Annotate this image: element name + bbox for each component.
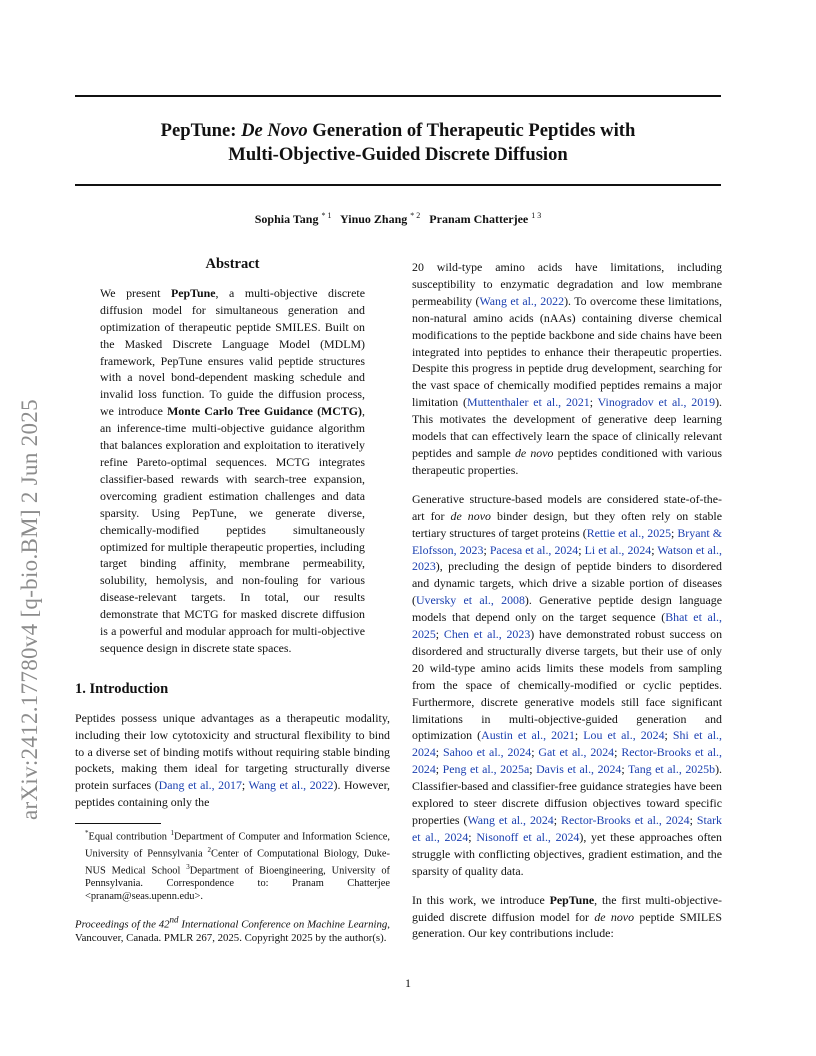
affiliation-footnote: *Equal contribution $^1$Department of Computer and Information Science, University of Pennsylvania $^2$Center of Computational Biology, Duke-NUS Medical School $^3$Department of Bioengineering, University of Pennsylvania. Correspondence to: Pranam Chatterjee <pranam@seas.upenn.edu>. [85,829,390,903]
citation-link[interactable]: Austin et al., 2021 [481,728,575,743]
citation-link[interactable]: Shi et al., 2024 [412,728,722,760]
section-heading-introduction: 1. Introduction [75,680,169,697]
citation-link[interactable]: Rettie et al., 2025 [586,525,672,540]
left-column [75,256,390,945]
footnote-rule [75,823,161,824]
citation-link[interactable]: Gat et al., 2024 [538,745,615,760]
arxiv-identifier: arXiv:2412.17780v4 [q-bio.BM] 2 Jun 2025 [17,399,42,820]
proceedings-note: Proceedings of the 42nd International Conference on Machine Learning, Vancouver, Canada. PMLR 267, 2025. Copyright 2025 by the author(s). [75,914,390,944]
author-name: Pranam Chatterjee [429,212,529,226]
abstract-heading: Abstract [205,256,260,272]
intro-paragraph: In this work, we introduce PepTune, the first multi-objective-guided discrete diffusion model for de novo peptide SMILES generation. Our key contributions include: [412,892,722,941]
intro-paragraph: Peptides possess unique advantages as a therapeutic modality, including their low cytotoxicity and structural flexibility to bind to a diverse set of binding motifs without requiring stable binding pockets, making them ideal for targeting structurally diverse protein surfaces (Dang et al., 2017; Wang et al., 2022). However, peptides containing only the [75,710,391,810]
author-name: Yinuo Zhang [340,212,408,226]
citation-link[interactable]: Peng et al., 2025a [442,762,530,777]
citation-link[interactable]: Stark et al., 2024 [412,813,723,844]
citation-link[interactable]: Tang et al., 2025b [628,762,716,777]
paper-title: PepTune: De Novo Generation of Therapeutic Peptides with Multi-Objective-Guided Discrete Diffusion [160,120,636,165]
page-number: 1 [405,976,411,990]
citation-link[interactable]: Sahoo et al., 2024 [442,745,532,760]
citation-link[interactable]: Chen et al., 2023 [443,627,531,642]
citation-link[interactable]: Vinogradov et al., 2019 [597,395,716,410]
citation-link[interactable]: Muttenthaler et al., 2021 [467,395,590,410]
citation-link[interactable]: Lou et al., 2024 [583,728,665,743]
citation-link[interactable]: Davis et al., 2024 [536,762,622,777]
author-list [75,211,721,227]
citation-link[interactable]: Rector-Brooks et al., 2024 [412,745,722,777]
intro-paragraph: 20 wild-type amino acids have limitations, including susceptibility to enzymatic degradation and low membrane permeability (Wang et al., 2022). To overcome these limitations, non-natural amino acids (nAAs) containing diverse chemical modifications to the peptide backbone and side chains have been integrated into peptides to enhance their therapeutic properties. Despite this progress in peptide drug development, searching for the vast space of chemically modified peptides remains a major limitation (Muttenthaler et al., 2021; Vinogradov et al., 2019). This motivates the development of generative deep learning models that can effectively learn the space of clinically relevant peptides and sample de novo peptides conditioned with various therapeutic properties. [412,260,723,477]
abstract-text: We present PepTune, a multi-objective discrete diffusion model for simultaneous generation and optimization of therapeutic peptide SMILES. Built on the Masked Discrete Language Model (MDLM) framework, PepTune ensures valid peptide structures with a novel bond-dependent masking schedule and invalid loss function. To guide the diffusion process, we introduce Monte Carlo Tree Guidance (MCTG), an inference-time multi-objective guidance algorithm that balances exploration and exploitation to iteratively refine Pareto-optimal sequences. MCTG integrates classifier-based rewards with search-tree expansion, overcoming gradient estimation challenges and data sparsity. Using PepTune, we generate diverse, chemically-modified peptides simultaneously optimized for multiple therapeutic properties, including target binding affinity, membrane permeability, solubility, hemolysis, and non-fouling for various disease-relevant targets. In total, our results demonstrate that MCTG for masked discrete diffusion is a powerful and modular approach for multi-objective sequence design in discrete state spaces. [100,285,365,655]
citation-link[interactable]: Rector-Brooks et al., 2024 [561,813,690,827]
author-name: Sophia Tang [254,212,319,226]
citation-link[interactable]: Li et al., 2024 [584,542,652,557]
author-affiliation: * 1 [321,211,332,220]
citation-link[interactable]: Bryant & Elofsson, 2023 [412,525,722,557]
author-affiliation: 1 3 [531,211,542,220]
citation-link[interactable]: Wang et al., 2024 [467,813,554,827]
citation-link[interactable]: Dang et al., 2017 [158,778,242,793]
author-affiliation: * 2 [410,211,421,220]
citation-link[interactable]: Wang et al., 2022 [479,293,565,308]
citation-link[interactable]: Bhat et al., 2025 [412,610,722,642]
citation-link[interactable]: Pacesa et al., 2024 [489,542,579,557]
title-rule-top [75,95,721,97]
citation-link[interactable]: Watson et al., 2023 [412,542,723,574]
citation-link[interactable]: Wang et al., 2022 [248,778,334,793]
title-rule-bottom [75,184,721,186]
intro-paragraph: Generative structure-based models are considered state-of-the-art for de novo binder design, but they often rely on stable tertiary structures of target proteins (Rettie et al., 2025; Bryant & Elofsson, 2023; Pacesa et al., 2024; Li et al., 2024; Watson et al., 2023), precluding the design of peptide binders to disordered and dynamic targets, which drive a sizable portion of diseases (Uversky et al., 2008). Generative peptide design language models that depend only on the target sequence (Bhat et al., 2025; Chen et al., 2023) have demonstrated robust success on disordered and structurally diverse targets, but their use of only 20 wild-type amino acids limits these models from sampling from the space of chemically-modified or cyclic peptides. Furthermore, discrete generative models still face significant limitations in multi-objective-guided generation and optimization (Austin et al., 2021; Lou et al., 2024; Shi et al., 2024; Sahoo et al., 2024; Gat et al., 2024; Rector-Brooks et al., 2024; Peng et al., 2025a; Davis et al., 2024; Tang et al., 2025b). Classifier-based and classifier-free guidance strategies have been explored to steer discrete diffusion objectives toward specific properties (Wang et al., 2024; Rector-Brooks et al., 2024; Stark et al., 2024; Nisonoff et al., 2024), yet these approaches often struggle with conflicting objectives, gradient estimation, and the sparsity of quality data. [412,491,723,878]
citation-link[interactable]: Uversky et al., 2008 [415,593,525,608]
citation-link[interactable]: Nisonoff et al., 2024 [476,829,580,844]
right-column [412,259,722,942]
